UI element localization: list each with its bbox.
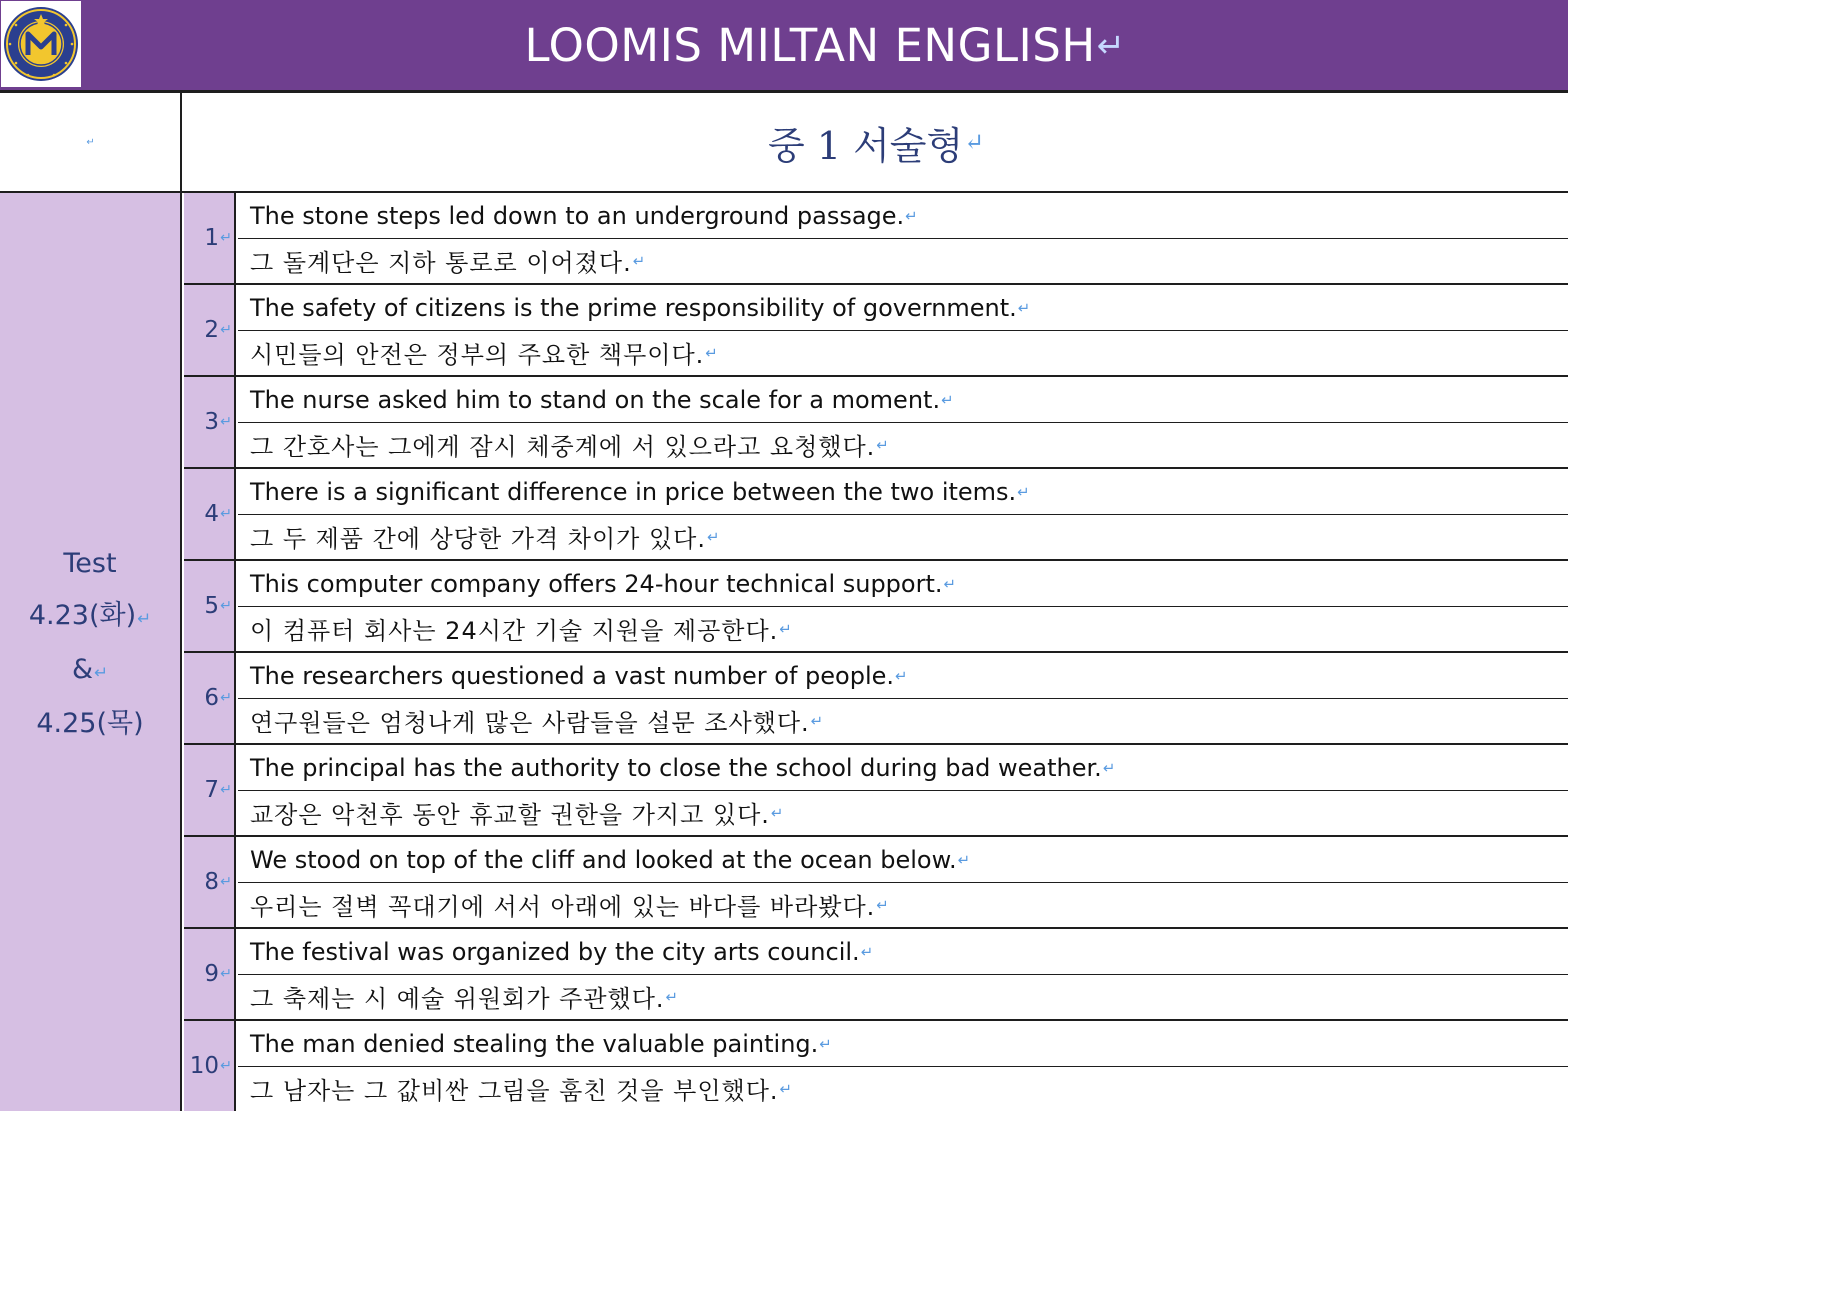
list-item (184, 193, 1568, 285)
list-item (184, 837, 1568, 929)
korean-translation: 그 축제는 시 예술 위원회가 주관했다. ↵ (250, 985, 680, 1013)
paragraph-mark-icon: ↵ (876, 435, 890, 454)
list-item (184, 929, 1568, 1021)
korean-translation: 그 두 제품 간에 상당한 가격 차이가 있다. ↵ (250, 525, 721, 553)
paragraph-mark-icon: ↵ (895, 666, 908, 685)
paragraph-mark-icon: ↵ (220, 414, 232, 430)
page-title (82, 0, 1568, 90)
paragraph-mark-icon: ↵ (1096, 25, 1126, 65)
paragraph-mark-icon: ↵ (779, 619, 793, 638)
paragraph-mark-icon: ↵ (941, 390, 954, 409)
paragraph-mark-icon: ↵ (220, 966, 232, 982)
paragraph-mark-icon: ↵ (905, 206, 918, 225)
paragraph-mark-icon: ↵ (819, 1034, 832, 1053)
item-number: 5 ↵ (184, 561, 236, 651)
sentence-list (184, 193, 1568, 1113)
paragraph-mark-icon: ↵ (220, 874, 232, 890)
english-sentence: The safety of citizens is the prime responsibility of government. ↵ (238, 285, 1568, 331)
korean-translation: 그 간호사는 그에게 잠시 체중계에 서 있으라고 요청했다. ↵ (250, 433, 890, 461)
paragraph-mark-icon: ↵ (957, 850, 971, 869)
item-number: 6 ↵ (184, 653, 236, 743)
paragraph-mark-icon: ↵ (220, 322, 232, 338)
subtitle-text: 중 1 서술형 (768, 123, 964, 168)
paragraph-mark-icon: ↵ (220, 598, 232, 614)
korean-translation: 이 컴퓨터 회사는 24시간 기술 지원을 제공한다. ↵ (250, 617, 793, 645)
paragraph-mark-icon: ↵ (876, 895, 890, 914)
test-schedule-cell (0, 193, 182, 1111)
item-number: 4 ↵ (184, 469, 236, 559)
item-number: 1 ↵ (184, 193, 236, 283)
item-number: 10 ↵ (184, 1021, 236, 1111)
title-text: LOOMIS MILTAN ENGLISH (524, 18, 1096, 72)
test-label: Test (63, 548, 117, 579)
paragraph-mark-icon: ↵ (964, 128, 984, 156)
paragraph-mark-icon: ↵ (220, 782, 232, 798)
english-sentence: The festival was organized by the city arts council. ↵ (238, 929, 1568, 975)
paragraph-mark-icon: ↵ (1102, 758, 1116, 777)
paragraph-mark-icon: ↵ (137, 608, 152, 628)
english-sentence: The stone steps led down to an underground passage. ↵ (238, 193, 1568, 239)
paragraph-mark-icon: ↵ (1017, 482, 1030, 501)
korean-translation: 연구원들은 엄청나게 많은 사람들을 설문 조사했다. ↵ (250, 709, 825, 737)
paragraph-mark-icon: ↵ (220, 1058, 232, 1074)
list-item (184, 285, 1568, 377)
list-item (184, 561, 1568, 653)
school-logo (1, 1, 81, 87)
item-number: 7 ↵ (184, 745, 236, 835)
list-item (184, 1021, 1568, 1113)
english-sentence: The principal has the authority to close the school during bad weather. ↵ (238, 745, 1568, 791)
english-sentence: The man denied stealing the valuable painting. ↵ (238, 1021, 1568, 1067)
paragraph-mark-icon: ↵ (94, 662, 109, 682)
english-sentence: The nurse asked him to stand on the scale for a moment. ↵ (238, 377, 1568, 423)
english-sentence: There is a significant difference in price between the two items. ↵ (238, 469, 1568, 515)
english-sentence: The researchers questioned a vast number of people. ↵ (238, 653, 1568, 699)
list-item (184, 469, 1568, 561)
list-item (184, 377, 1568, 469)
item-number: 9 ↵ (184, 929, 236, 1019)
test-date-2: 4.25(목) (36, 708, 144, 739)
paragraph-mark-icon: ↵ (770, 803, 785, 822)
list-item (184, 745, 1568, 837)
english-sentence: We stood on top of the cliff and looked at the ocean below. ↵ (238, 837, 1568, 883)
korean-translation: 시민들의 안전은 정부의 주요한 책무이다. ↵ (250, 341, 719, 369)
paragraph-mark-icon: ↵ (220, 506, 232, 522)
school-seal-icon (2, 5, 80, 83)
korean-translation: 그 돌계단은 지하 통로로 이어졌다. ↵ (250, 249, 647, 277)
paragraph-mark-icon: ↵ (943, 574, 956, 593)
korean-translation: 교장은 악천후 동안 휴교할 권한을 가지고 있다. ↵ (250, 801, 785, 829)
korean-translation: 우리는 절벽 꼭대기에 서서 아래에 있는 바다를 바라봤다. ↵ (250, 893, 890, 921)
paragraph-mark-icon: ↵ (706, 527, 721, 546)
test-date-1: 4.23(화)↵ (28, 600, 152, 631)
paragraph-mark-icon: ↵ (220, 690, 232, 706)
item-number: 3 ↵ (184, 377, 236, 467)
paragraph-mark-icon: ↵ (665, 987, 680, 1006)
header-bar (0, 0, 1568, 93)
paragraph-mark-icon: ↵ (86, 136, 95, 148)
list-item (184, 653, 1568, 745)
korean-translation: 그 남자는 그 값비싼 그림을 훔친 것을 부인했다. ↵ (250, 1077, 793, 1105)
paragraph-mark-icon: ↵ (632, 251, 647, 270)
paragraph-mark-icon: ↵ (779, 1079, 793, 1098)
paragraph-mark-icon: ↵ (1017, 298, 1031, 317)
subtitle (184, 93, 1568, 191)
paragraph-mark-icon: ↵ (860, 942, 874, 961)
paragraph-mark-icon: ↵ (810, 711, 825, 730)
item-number: 8 ↵ (184, 837, 236, 927)
subtitle-left-cell (0, 93, 182, 191)
test-ampersand: &↵ (71, 654, 109, 685)
paragraph-mark-icon: ↵ (220, 230, 232, 246)
subtitle-row (0, 93, 1568, 193)
english-sentence: This computer company offers 24-hour technical support. ↵ (238, 561, 1568, 607)
paragraph-mark-icon: ↵ (705, 343, 719, 362)
item-number: 2 ↵ (184, 285, 236, 375)
